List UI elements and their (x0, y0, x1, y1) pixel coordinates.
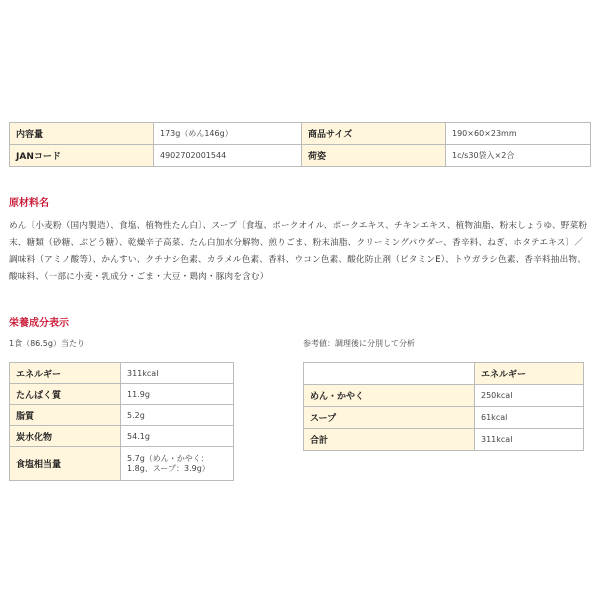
spec-row (10, 145, 591, 167)
nutrition-label: 脂質 (10, 405, 121, 426)
spec-row (10, 123, 591, 145)
energy-label: めん・かやく (304, 385, 475, 407)
nutrition-value: 11.9g (121, 384, 234, 405)
content-label: 内容量 (10, 123, 154, 145)
nutrition-row (10, 426, 234, 447)
nutrition-table (9, 362, 234, 481)
energy-value: 250kcal (475, 385, 584, 407)
salt-label: 食塩相当量 (10, 447, 121, 481)
content-value: 173g（めん146g） (154, 123, 302, 145)
size-value: 190×60×23mm (446, 123, 591, 145)
reference-note: 参考値：調理後に分別して分析 (303, 339, 415, 348)
nutrition-row (10, 405, 234, 426)
size-label: 商品サイズ (302, 123, 446, 145)
energy-header-row (304, 363, 584, 385)
blank-cell (304, 363, 475, 385)
salt-value-line: 1.8g、スープ：3.9g） (127, 463, 210, 473)
nutrition-label: たんぱく質 (10, 384, 121, 405)
nutrition-row (10, 384, 234, 405)
packing-value: 1c/s30袋入×2合 (446, 145, 591, 167)
energy-label: スープ (304, 407, 475, 429)
energy-row (304, 429, 584, 451)
energy-value: 61kcal (475, 407, 584, 429)
ingredients-text: めん〔小麦粉（国内製造）、食塩、植物性たん白〕、スープ〔食塩、ポークオイル、ポークエキス、チキンエキス、植物油脂、粉末しょうゆ、野菜粉末、糖類（砂糖、ぶどう糖）、乾燥辛子高菜、たん白加水分解物、煎りごま、粉末油脂、クリーミングパウダー、香辛料、ねぎ、ホタテエキス〕／調味料（アミノ酸等）、かんすい、クチナシ色素、カラメル色素、香料、ウコン色素、酸化防止剤（ビタミンE）、トウガラシ色素、香辛料抽出物、酸味料、（一部に小麦・乳成分・ごま・大豆・鶏肉・豚肉を含む） (9, 221, 588, 282)
energy-value: 311kcal (475, 429, 584, 451)
energy-header: エネルギー (475, 363, 584, 385)
jan-label: JANコード (10, 145, 154, 167)
salt-value (121, 447, 234, 481)
nutrition-label: エネルギー (10, 363, 121, 384)
nutrition-label: 炭水化物 (10, 426, 121, 447)
energy-label: 合計 (304, 429, 475, 451)
jan-value: 4902702001544 (154, 145, 302, 167)
nutrition-value: 54.1g (121, 426, 234, 447)
nutrition-title: 栄養成分表示 (9, 318, 69, 329)
serving-note: 1食（86.5g）当たり (9, 339, 85, 348)
packing-label: 荷姿 (302, 145, 446, 167)
nutrition-row (10, 447, 234, 481)
nutrition-value: 311kcal (121, 363, 234, 384)
nutrition-row (10, 363, 234, 384)
ingredients-title: 原材料名 (9, 198, 49, 209)
energy-breakdown-table (303, 362, 584, 451)
nutrition-value: 5.2g (121, 405, 234, 426)
product-spec-table (9, 122, 591, 167)
energy-row (304, 385, 584, 407)
energy-row (304, 407, 584, 429)
salt-value-line: 5.7g（めん・かやく： (127, 453, 209, 463)
